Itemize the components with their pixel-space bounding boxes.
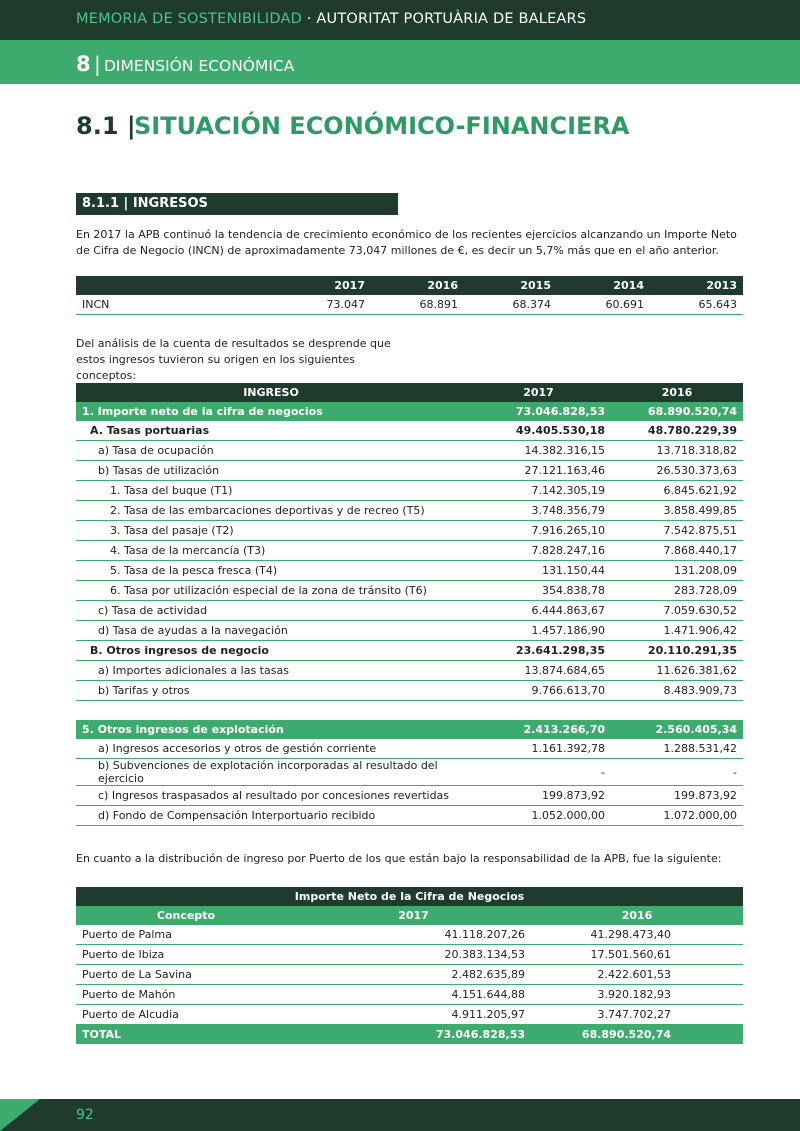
other-income-table bbox=[76, 720, 743, 826]
row-value-2017: 7.142.305,19 bbox=[466, 481, 611, 501]
table-row bbox=[76, 561, 743, 581]
table-row bbox=[76, 945, 743, 965]
row-label: 1. Tasa del buque (T1) bbox=[76, 481, 466, 501]
table-row bbox=[76, 759, 743, 786]
row-label: Puerto de La Savina bbox=[76, 965, 296, 985]
row-value-2017: 1.052.000,00 bbox=[466, 806, 611, 826]
table-row bbox=[76, 641, 743, 661]
row-value-2017: 7.916.265,10 bbox=[466, 521, 611, 541]
table-row bbox=[76, 421, 743, 441]
row-value-2017: 27.121.163,46 bbox=[466, 461, 611, 481]
row-label: a) Tasa de ocupación bbox=[76, 441, 466, 461]
row-value-2016: 11.626.381,62 bbox=[611, 661, 743, 681]
row-value-2016: 20.110.291,35 bbox=[611, 641, 743, 661]
row-value-2016: 1.072.000,00 bbox=[611, 806, 743, 826]
organization-name: AUTORITAT PORTUÀRIA DE BALEARS bbox=[316, 11, 587, 27]
table-row bbox=[76, 661, 743, 681]
chapter-title: DIMENSIÓN ECONÓMICA bbox=[104, 57, 295, 75]
row-label: 5. Tasa de la pesca fresca (T4) bbox=[76, 561, 466, 581]
row-value-2016: 68.890.520,74 bbox=[647, 405, 737, 418]
row-label: A. Tasas portuarias bbox=[76, 421, 466, 441]
row-value-2017: 20.383.134,53 bbox=[296, 945, 531, 965]
row-value-2017: 2.482.635,89 bbox=[296, 965, 531, 985]
row-value-2016: 2.422.601,53 bbox=[531, 965, 743, 985]
row-value-2016: 7.868.440,17 bbox=[611, 541, 743, 561]
table-row bbox=[76, 621, 743, 641]
table-row bbox=[76, 581, 743, 601]
footer-accent bbox=[0, 1099, 40, 1131]
row-value-2017: 2.413.266,70 bbox=[523, 723, 605, 736]
table-row bbox=[76, 481, 743, 501]
row-label: 4. Tasa de la mercancía (T3) bbox=[76, 541, 466, 561]
incn-value-2017: 73.047 bbox=[278, 295, 371, 315]
port-header-2017: 2017 bbox=[398, 909, 429, 922]
table-row bbox=[76, 720, 743, 739]
table-row bbox=[76, 441, 743, 461]
row-value-2017: 41.118.207,26 bbox=[296, 925, 531, 945]
row-value-2017: 4.911.205,97 bbox=[296, 1005, 531, 1025]
row-value-2017: 23.641.298,35 bbox=[466, 641, 611, 661]
row-value-2017: 49.405.530,18 bbox=[466, 421, 611, 441]
row-value-2017: 131.150,44 bbox=[466, 561, 611, 581]
table-row bbox=[76, 402, 743, 421]
incn-header-2017: 2017 bbox=[334, 279, 365, 292]
row-label: Puerto de Mahón bbox=[76, 985, 296, 1005]
port-header-concept: Concepto bbox=[156, 909, 216, 922]
footer-bar bbox=[0, 1099, 800, 1131]
row-label: a) Importes adicionales a las tasas bbox=[76, 661, 466, 681]
intro-paragraph: En 2017 la APB continuó la tendencia de crecimiento económico de los recientes ejercicios alcanzando un Importe Neto de Cifra de Negocio (INCN) de aproximadamente 73,047 millones de €, es decir un 5,7% más que en el año anterior. bbox=[76, 228, 737, 257]
port-header-row bbox=[76, 906, 743, 925]
row-value-2017: - bbox=[466, 759, 611, 786]
incn-header-2016: 2016 bbox=[427, 279, 458, 292]
income-header-2016: 2016 bbox=[661, 386, 693, 399]
row-value-2017: 354.838,78 bbox=[466, 581, 611, 601]
total-value-2017: 73.046.828,53 bbox=[435, 1028, 525, 1041]
incn-data-row bbox=[76, 295, 743, 315]
incn-header-2013: 2013 bbox=[706, 279, 737, 292]
table-row bbox=[76, 925, 743, 945]
table-row bbox=[76, 739, 743, 759]
row-value-2017: 3.748.356,79 bbox=[466, 501, 611, 521]
port-table-title-row bbox=[76, 887, 743, 906]
table-row bbox=[76, 601, 743, 621]
header-separator: · bbox=[301, 11, 317, 27]
incn-header-blank bbox=[76, 276, 278, 295]
income-table bbox=[76, 383, 743, 701]
row-value-2016: 3.920.182,93 bbox=[531, 985, 743, 1005]
row-label: a) Ingresos accesorios y otros de gestión corriente bbox=[76, 739, 466, 759]
table-row bbox=[76, 521, 743, 541]
report-title: MEMORIA DE SOSTENIBILIDAD bbox=[76, 11, 302, 27]
port-header-2016: 2016 bbox=[621, 909, 653, 922]
row-value-2016: 1.471.906,42 bbox=[611, 621, 743, 641]
total-value-2016: 68.890.520,74 bbox=[581, 1028, 671, 1041]
row-label: 3. Tasa del pasaje (T2) bbox=[76, 521, 466, 541]
row-value-2016: 17.501.560,61 bbox=[531, 945, 743, 965]
row-label: 5. Otros ingresos de explotación bbox=[82, 723, 284, 736]
row-label: b) Subvenciones de explotación incorporadas al resultado del ejercicio bbox=[76, 759, 466, 786]
row-value-2016: 131.208,09 bbox=[611, 561, 743, 581]
row-label: Puerto de Alcudia bbox=[76, 1005, 296, 1025]
row-value-2016: 1.288.531,42 bbox=[611, 739, 743, 759]
incn-table bbox=[76, 276, 743, 315]
income-header-2017: 2017 bbox=[523, 386, 554, 399]
row-label: 1. Importe neto de la cifra de negocios bbox=[82, 405, 323, 418]
report-header bbox=[76, 11, 586, 27]
row-value-2017: 14.382.316,15 bbox=[466, 441, 611, 461]
distribution-paragraph: En cuanto a la distribución de ingreso por Puerto de los que están bajo la responsabilidad de la APB, fue la siguiente: bbox=[76, 852, 722, 865]
row-label: 6. Tasa por utilización especial de la zona de tránsito (T6) bbox=[76, 581, 466, 601]
row-label: b) Tarifas y otros bbox=[76, 681, 466, 701]
table-row bbox=[76, 501, 743, 521]
row-value-2016: 6.845.621,92 bbox=[611, 481, 743, 501]
table-row bbox=[76, 1005, 743, 1025]
subsection-heading: 8.1.1 | INGRESOS bbox=[76, 193, 398, 215]
row-value-2017: 7.828.247,16 bbox=[466, 541, 611, 561]
row-value-2016: - bbox=[611, 759, 743, 786]
incn-row-label: INCN bbox=[76, 295, 278, 315]
incn-value-2013: 65.643 bbox=[650, 295, 743, 315]
row-value-2017: 6.444.863,67 bbox=[466, 601, 611, 621]
port-table bbox=[76, 887, 743, 1044]
total-row bbox=[76, 1025, 743, 1045]
row-label: B. Otros ingresos de negocio bbox=[76, 641, 466, 661]
row-value-2017: 1.161.392,78 bbox=[466, 739, 611, 759]
row-value-2017: 73.046.828,53 bbox=[515, 405, 605, 418]
row-value-2016: 2.560.405,34 bbox=[655, 723, 737, 736]
row-label: Puerto de Ibiza bbox=[76, 945, 296, 965]
table-row bbox=[76, 461, 743, 481]
incn-header-2015: 2015 bbox=[520, 279, 551, 292]
total-label: TOTAL bbox=[82, 1028, 122, 1041]
section-number: 8.1 | bbox=[76, 112, 136, 140]
row-value-2016: 3.858.499,85 bbox=[611, 501, 743, 521]
income-header-concept: INGRESO bbox=[243, 386, 299, 399]
row-value-2017: 1.457.186,90 bbox=[466, 621, 611, 641]
chapter-separator: | bbox=[94, 52, 101, 76]
chapter-number: 8 bbox=[76, 52, 91, 76]
table-row bbox=[76, 985, 743, 1005]
table-row bbox=[76, 541, 743, 561]
row-value-2016: 7.059.630,52 bbox=[611, 601, 743, 621]
row-value-2016: 48.780.229,39 bbox=[611, 421, 743, 441]
row-value-2017: 199.873,92 bbox=[466, 786, 611, 806]
row-label: Puerto de Palma bbox=[76, 925, 296, 945]
incn-header-row bbox=[76, 276, 743, 295]
table-row bbox=[76, 806, 743, 826]
incn-value-2014: 60.691 bbox=[557, 295, 650, 315]
income-header-row bbox=[76, 383, 743, 402]
row-label: b) Tasas de utilización bbox=[76, 461, 466, 481]
table-row bbox=[76, 965, 743, 985]
row-value-2016: 13.718.318,82 bbox=[611, 441, 743, 461]
row-value-2016: 283.728,09 bbox=[611, 581, 743, 601]
page-number: 92 bbox=[76, 1107, 94, 1123]
row-value-2016: 3.747.702,27 bbox=[531, 1005, 743, 1025]
table-row bbox=[76, 681, 743, 701]
row-value-2016: 41.298.473,40 bbox=[531, 925, 743, 945]
row-value-2017: 13.874.684,65 bbox=[466, 661, 611, 681]
row-value-2016: 199.873,92 bbox=[611, 786, 743, 806]
row-value-2017: 9.766.613,70 bbox=[466, 681, 611, 701]
incn-header-2014: 2014 bbox=[613, 279, 644, 292]
row-label: c) Tasa de actividad bbox=[76, 601, 466, 621]
row-value-2016: 26.530.373,63 bbox=[611, 461, 743, 481]
table-row bbox=[76, 786, 743, 806]
row-value-2017: 4.151.644,88 bbox=[296, 985, 531, 1005]
incn-value-2015: 68.374 bbox=[464, 295, 557, 315]
incn-value-2016: 68.891 bbox=[371, 295, 464, 315]
row-value-2016: 8.483.909,73 bbox=[611, 681, 743, 701]
port-table-title: Importe Neto de la Cifra de Negocios bbox=[294, 890, 525, 903]
row-label: d) Fondo de Compensación Interportuario recibido bbox=[76, 806, 466, 826]
row-label: d) Tasa de ayudas a la navegación bbox=[76, 621, 466, 641]
section-title: SITUACIÓN ECONÓMICO-FINANCIERA bbox=[134, 112, 630, 140]
row-value-2016: 7.542.875,51 bbox=[611, 521, 743, 541]
analysis-paragraph: Del análisis de la cuenta de resultados se desprende que estos ingresos tuvieron su origen en los siguientes conceptos: bbox=[76, 337, 391, 382]
row-label: c) Ingresos traspasados al resultado por concesiones revertidas bbox=[76, 786, 466, 806]
row-label: 2. Tasa de las embarcaciones deportivas y de recreo (T5) bbox=[76, 501, 466, 521]
